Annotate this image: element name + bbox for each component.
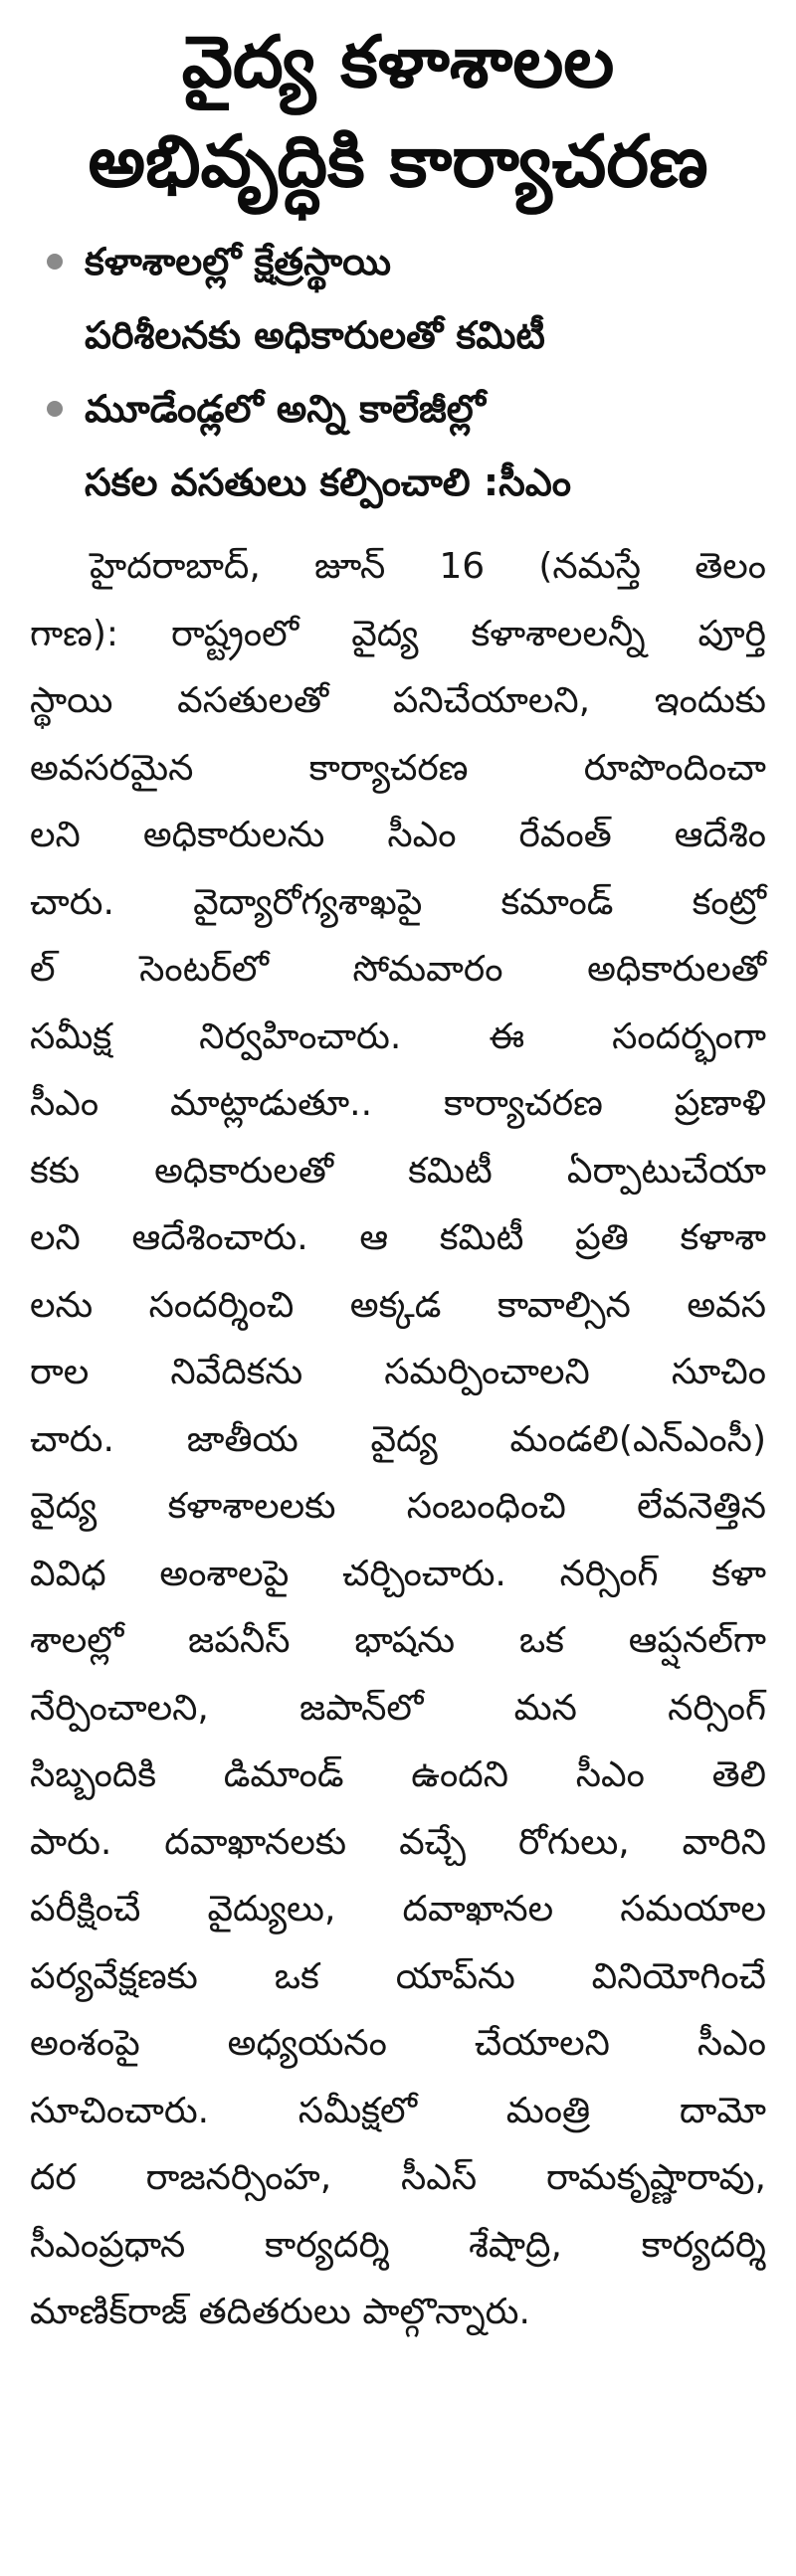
body-line: మాణిక్‌రాజ్ తదితరులు పాల్గొన్నారు. [30,2292,530,2332]
body-line: లని ఆదేశించారు. ఆ కమిటీ ప్రతి కళాశా [30,1217,766,1258]
body-line: హైదరాబాద్, జూన్ 16 (నమస్తే తెలం [90,546,766,587]
body-line: సూచించారు. సమీక్షలో మంత్రి దామో [30,2090,766,2131]
bullet-dot-icon [47,401,63,417]
body-line: వివిధ అంశాలపై చర్చించారు. నర్సింగ్ కళా [30,1553,766,1594]
body-line: గాణ): రాష్ట్రంలో వైద్య కళాశాలలన్నీ పూర్తి [30,613,766,654]
body-line: ల్ సెంటర్‌లో సోమవారం అధికారులతో [30,949,766,990]
body-line: సిబ్బందికి డిమాండ్ ఉందని సీఎం తెలి [30,1754,766,1795]
body-line: రాల నివేదికను సమర్పించాలని సూచిం [30,1352,766,1392]
body-line: శాలల్లో జపనీస్ భాషను ఒక ఆప్షనల్‌గా [30,1620,766,1661]
body-line: లను సందర్శించి అక్కడ కావాల్సిన అవస [30,1284,766,1326]
body-line: వైద్య కళాశాలలకు సంబంధించి లేవనెత్తిన [30,1486,766,1527]
body-line: సీఎం మాట్లాడుతూ.. కార్యాచరణ ప్రణాళి [30,1083,766,1124]
body-line: లని అధికారులను సీఎం రేవంత్ ఆదేశిం [30,815,766,855]
body-line: నేర్పించాలని, జపాన్‌లో మన నర్సింగ్ [30,1687,766,1729]
body-line: సమీక్ష నిర్వహించారు. ఈ సందర్భంగా [30,1015,766,1057]
body-line: అవసరమైన కార్యాచరణ రూపొందించా [30,747,766,789]
highlight-item-facilities [30,372,766,519]
body-line: అంశంపై అధ్యయనం చేయాలని సీఎం [30,2023,766,2064]
body-line: చారు. జాతీయ వైద్య మండలి(ఎన్‌ఎంసీ) [30,1418,766,1460]
headline-line-2: అభివృద్ధికి కార్యాచరణ [88,119,708,203]
highlight-line: మూడేండ్లలో అన్ని కాలేజీల్లో [85,387,486,431]
body-line: సీఎంప్రధాన కార్యదర్శి శేషాద్రి, కార్యదర్శి [30,2224,766,2266]
highlight-line: సకల వసతులు కల్పించాలి :సీఎం [85,460,572,504]
article-body [30,533,766,2346]
bullet-dot-icon [47,254,63,270]
highlight-item-committee [30,225,766,372]
highlight-line: కళాశాలల్లో క్షేత్రస్థాయి [85,240,391,283]
highlights-list [30,225,766,519]
body-line: స్థాయి వసతులతో పనిచేయాలని, ఇందుకు [30,680,766,721]
body-line: పరీక్షించే వైద్యులు, దవాఖానల సమయాల [30,1889,766,1930]
body-line: పర్యవేక్షణకు ఒక యాప్‌ను వినియోగించే [30,1955,766,1997]
body-line: పారు. దవాఖానలకు వచ్చే రోగులు, వారిని [30,1821,766,1863]
highlight-line: పరిశీలనకు అధికారులతో కమిటీ [85,313,545,357]
headline-line-1: వైద్య కళాశాలల [181,20,615,103]
body-line: చారు. వైద్యారోగ్యశాఖపై కమాండ్ కంట్రో [30,881,766,923]
headline [30,0,766,211]
body-line: కకు అధికారులతో కమిటీ ఏర్పాటుచేయా [30,1150,766,1192]
body-line: దర రాజనర్సింహ, సీఎస్ రామకృష్ణారావు, [30,2157,766,2198]
